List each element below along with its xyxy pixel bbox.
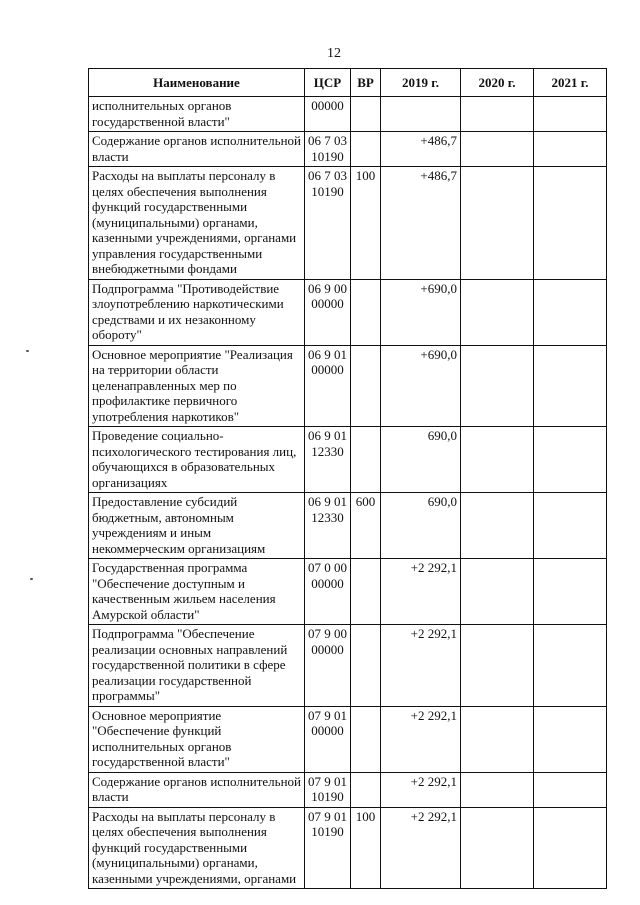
column-header-2020: 2020 г. <box>461 69 534 97</box>
cell-2021 <box>534 132 607 167</box>
cell-name: Предоставление субсидий бюджетным, автономным учреждениям и иным некоммерческим организациям <box>89 493 305 559</box>
cell-2019: +486,7 <box>381 132 461 167</box>
cell-name: Государственная программа "Обеспечение доступным и качественным жильем населения Амурской области" <box>89 559 305 625</box>
cell-vr <box>351 427 381 493</box>
cell-vr <box>351 559 381 625</box>
table-header-row <box>89 69 607 97</box>
cell-vr <box>351 772 381 807</box>
cell-2021 <box>534 97 607 132</box>
table-row <box>89 807 607 889</box>
table-row <box>89 625 607 707</box>
table-row <box>89 97 607 132</box>
cell-csr: 06 9 01 00000 <box>305 345 351 427</box>
cell-2021 <box>534 167 607 280</box>
cell-2021 <box>534 706 607 772</box>
cell-name: Подпрограмма "Обеспечение реализации основных направлений государственной политики в сфере реализации государственной программы" <box>89 625 305 707</box>
cell-2019: +2 292,1 <box>381 807 461 889</box>
cell-name: Расходы на выплаты персоналу в целях обеспечения выполнения функций государственными (муниципальными) органами, казенными учреждениями, органами <box>89 807 305 889</box>
cell-name: Содержание органов исполнительной власти <box>89 772 305 807</box>
table-row <box>89 427 607 493</box>
cell-2021 <box>534 345 607 427</box>
cell-2021 <box>534 559 607 625</box>
table-row <box>89 345 607 427</box>
cell-vr: 100 <box>351 167 381 280</box>
cell-2021 <box>534 807 607 889</box>
cell-name: Содержание органов исполнительной власти <box>89 132 305 167</box>
column-header-csr: ЦСР <box>305 69 351 97</box>
cell-2020 <box>461 625 534 707</box>
cell-vr <box>351 345 381 427</box>
cell-2020 <box>461 559 534 625</box>
column-header-2019: 2019 г. <box>381 69 461 97</box>
cell-vr <box>351 706 381 772</box>
cell-2019: 690,0 <box>381 427 461 493</box>
cell-2020 <box>461 706 534 772</box>
cell-vr: 100 <box>351 807 381 889</box>
cell-2020 <box>461 132 534 167</box>
table-row <box>89 493 607 559</box>
cell-name: Подпрограмма "Противодействие злоупотреблению наркотическими средствами и их незаконному обороту" <box>89 279 305 345</box>
cell-2020 <box>461 345 534 427</box>
table-row <box>89 772 607 807</box>
cell-csr: 06 9 01 12330 <box>305 427 351 493</box>
budget-table <box>88 68 607 889</box>
table-row <box>89 167 607 280</box>
cell-name: Основное мероприятие "Реализация на территории области целенаправленных мер по профилактике первичного употребления наркотиков" <box>89 345 305 427</box>
cell-2021 <box>534 493 607 559</box>
column-header-vr: ВР <box>351 69 381 97</box>
cell-2021 <box>534 279 607 345</box>
cell-csr: 00000 <box>305 97 351 132</box>
cell-csr: 06 9 01 12330 <box>305 493 351 559</box>
cell-vr: 600 <box>351 493 381 559</box>
cell-2021 <box>534 625 607 707</box>
margin-mark <box>30 578 33 580</box>
cell-csr: 07 9 00 00000 <box>305 625 351 707</box>
cell-vr <box>351 279 381 345</box>
cell-2019: +2 292,1 <box>381 559 461 625</box>
column-header-name: Наименование <box>89 69 305 97</box>
table-row <box>89 559 607 625</box>
cell-2019 <box>381 97 461 132</box>
cell-vr <box>351 132 381 167</box>
cell-2020 <box>461 97 534 132</box>
cell-name: Расходы на выплаты персоналу в целях обеспечения выполнения функций государственными (муниципальными) органами, казенными учреждениями, органами управления государственными внебюджетными фондами <box>89 167 305 280</box>
cell-2019: +690,0 <box>381 279 461 345</box>
cell-2019: +2 292,1 <box>381 772 461 807</box>
cell-vr <box>351 625 381 707</box>
cell-2020 <box>461 807 534 889</box>
cell-2019: +486,7 <box>381 167 461 280</box>
cell-2020 <box>461 279 534 345</box>
cell-csr: 07 9 01 10190 <box>305 807 351 889</box>
table-row <box>89 279 607 345</box>
cell-2021 <box>534 427 607 493</box>
cell-name: Проведение социально-психологического тестирования лиц, обучающихся в образовательных организациях <box>89 427 305 493</box>
column-header-2021: 2021 г. <box>534 69 607 97</box>
cell-2019: 690,0 <box>381 493 461 559</box>
cell-2019: +2 292,1 <box>381 706 461 772</box>
cell-csr: 06 7 03 10190 <box>305 132 351 167</box>
cell-name: Основное мероприятие "Обеспечение функций исполнительных органов государственной власти" <box>89 706 305 772</box>
cell-2019: +2 292,1 <box>381 625 461 707</box>
cell-2021 <box>534 772 607 807</box>
cell-vr <box>351 97 381 132</box>
cell-2020 <box>461 493 534 559</box>
cell-csr: 07 9 01 00000 <box>305 706 351 772</box>
cell-csr: 06 9 00 00000 <box>305 279 351 345</box>
margin-mark <box>26 350 29 352</box>
cell-csr: 06 7 03 10190 <box>305 167 351 280</box>
cell-csr: 07 9 01 10190 <box>305 772 351 807</box>
cell-2020 <box>461 772 534 807</box>
cell-csr: 07 0 00 00000 <box>305 559 351 625</box>
cell-2020 <box>461 167 534 280</box>
cell-name: исполнительных органов государственной власти" <box>89 97 305 132</box>
cell-2020 <box>461 427 534 493</box>
page-number: 12 <box>327 46 341 61</box>
table-row <box>89 132 607 167</box>
cell-2019: +690,0 <box>381 345 461 427</box>
table-row <box>89 706 607 772</box>
